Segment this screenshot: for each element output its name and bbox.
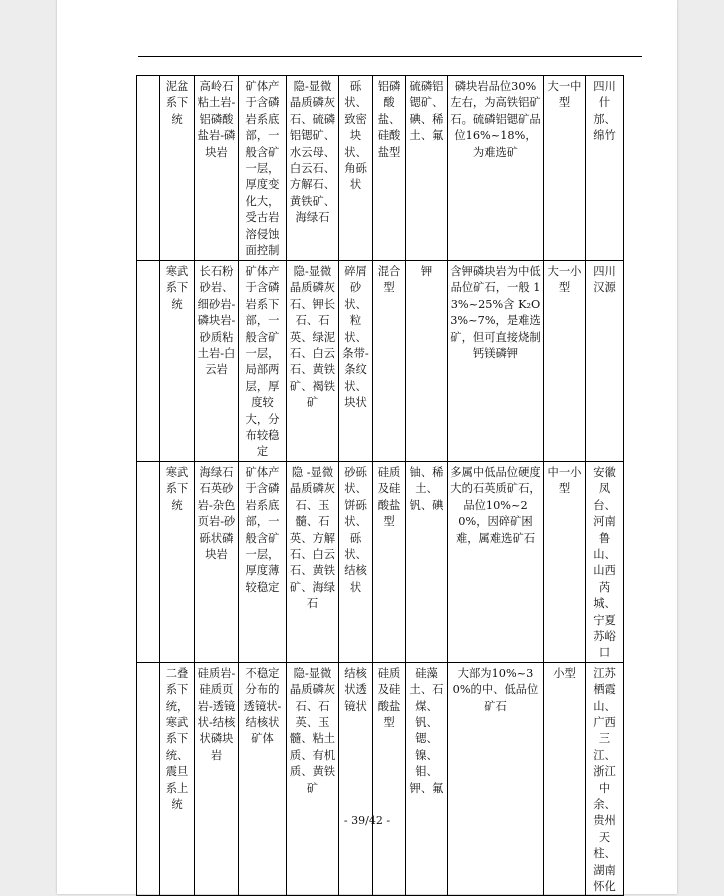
ore-type-cell: 硅质及硅酸盐型 <box>373 461 406 662</box>
table-row <box>137 76 624 261</box>
rock-assemblage-cell: 硅质岩-硅质页岩-透镜状-结核状磷块岩 <box>195 662 239 896</box>
phosphate-deposit-table <box>136 75 624 896</box>
mineral-composition-cell: 隐 -显微晶质磷灰石、玉髓、石英、方解石、白云石、黄铁矿、海绿石 <box>287 461 339 662</box>
series-cell: 寒武系下统 <box>160 461 195 662</box>
ore-grade-cell: 大部为10%~30%的中、低品位矿石 <box>448 662 544 896</box>
empty-cell <box>137 261 160 462</box>
associated-minerals-cell: 硅藻土、石煤、钒、锶、镍、钼、钾、氟 <box>406 662 448 896</box>
empty-cell <box>137 461 160 662</box>
ore-structure-cell: 砾状、致密块状、角砾状 <box>339 76 373 261</box>
rock-assemblage-cell: 高岭石粘土岩-铝磷酸盐岩-磷块岩 <box>195 76 239 261</box>
ore-structure-cell: 结核状透镜状 <box>339 662 373 896</box>
table-row <box>137 261 624 462</box>
ore-structure-cell: 碎屑砂状、粒状、条带-条纹状、块状 <box>339 261 373 462</box>
mineral-composition-cell: 隐-显微晶质磷灰石、石英、玉髓、粘土质、有机质、黄铁矿 <box>287 662 339 896</box>
ore-type-cell: 铝磷酸盐、硅酸盐型 <box>373 76 406 261</box>
series-cell: 寒武系下统 <box>160 261 195 462</box>
deposit-scale-cell: 小型 <box>544 662 586 896</box>
orebody-occurrence-cell: 矿体产于含磷岩系下部，一般含矿一层，局部两层，厚度较大，分布较稳定 <box>239 261 287 462</box>
associated-minerals-cell: 钾 <box>406 261 448 462</box>
header-rule <box>138 56 642 57</box>
location-cell: 江苏栖霞山、广西三江、浙江中余、贵州天柱、湖南怀化 <box>586 662 624 896</box>
orebody-occurrence-cell: 不稳定分布的透镜状-结核状矿体 <box>239 662 287 896</box>
table-row <box>137 461 624 662</box>
table-row <box>137 662 624 896</box>
empty-cell <box>137 76 160 261</box>
location-cell: 安徽凤台、河南鲁山、山西芮城、宁夏苏峪口 <box>586 461 624 662</box>
associated-minerals-cell: 铀、稀土、钒、碘 <box>406 461 448 662</box>
rock-assemblage-cell: 海绿石石英砂岩-杂色页岩-砂砾状磷块岩 <box>195 461 239 662</box>
ore-structure-cell: 砂砾状、饼砾状、砾状、结核状 <box>339 461 373 662</box>
orebody-occurrence-cell: 矿体产于含磷岩系底部，一般含矿一层，厚度薄较稳定 <box>239 461 287 662</box>
orebody-occurrence-cell: 矿体产于含磷岩系底部，一般含矿一层，厚度变化大，受古岩溶侵蚀面控制 <box>239 76 287 261</box>
mineral-composition-cell: 隐-显微晶质磷灰石、钾长石、石英、绿泥石、白云石、黄铁矿、褐铁矿 <box>287 261 339 462</box>
series-cell: 二叠系下统，寒武系下统、震旦系上统 <box>160 662 195 896</box>
deposit-scale-cell: 大一中型 <box>544 76 586 261</box>
rock-assemblage-cell: 长石粉砂岩、细砂岩-磷块岩-砂质粘土岩-白云岩 <box>195 261 239 462</box>
page-number: - 39/42 - <box>343 814 391 827</box>
location-cell: 四川什邡、绵竹 <box>586 76 624 261</box>
location-cell: 四川汉源 <box>586 261 624 462</box>
ore-type-cell: 混合型 <box>373 261 406 462</box>
series-cell: 泥盆系下统 <box>160 76 195 261</box>
ore-grade-cell: 多属中低品位硬度大的石英质矿石，品位10%~20%，因碎矿困难，属难选矿石 <box>448 461 544 662</box>
document-page <box>57 0 677 894</box>
ore-type-cell: 硅质及硅酸盐型 <box>373 662 406 896</box>
ore-grade-cell: 含钾磷块岩为中低品位矿石，一般 13%~25%含 K₂O3%~7%，是难选矿，但可直接烧制钙镁磷钾 <box>448 261 544 462</box>
ore-grade-cell: 磷块岩品位30%左右，为高铁铝矿石。硫磷铝锶矿品位16%~18%，为难选矿 <box>448 76 544 261</box>
deposit-scale-cell: 大一小型 <box>544 261 586 462</box>
mineral-composition-cell: 隐-显微晶质磷灰石、硫磷铝锶矿、水云母、白云石、方解石、黄铁矿、海绿石 <box>287 76 339 261</box>
deposit-scale-cell: 中一小型 <box>544 461 586 662</box>
empty-cell <box>137 662 160 896</box>
associated-minerals-cell: 硫磷铝锶矿、碘、稀土、氟 <box>406 76 448 261</box>
